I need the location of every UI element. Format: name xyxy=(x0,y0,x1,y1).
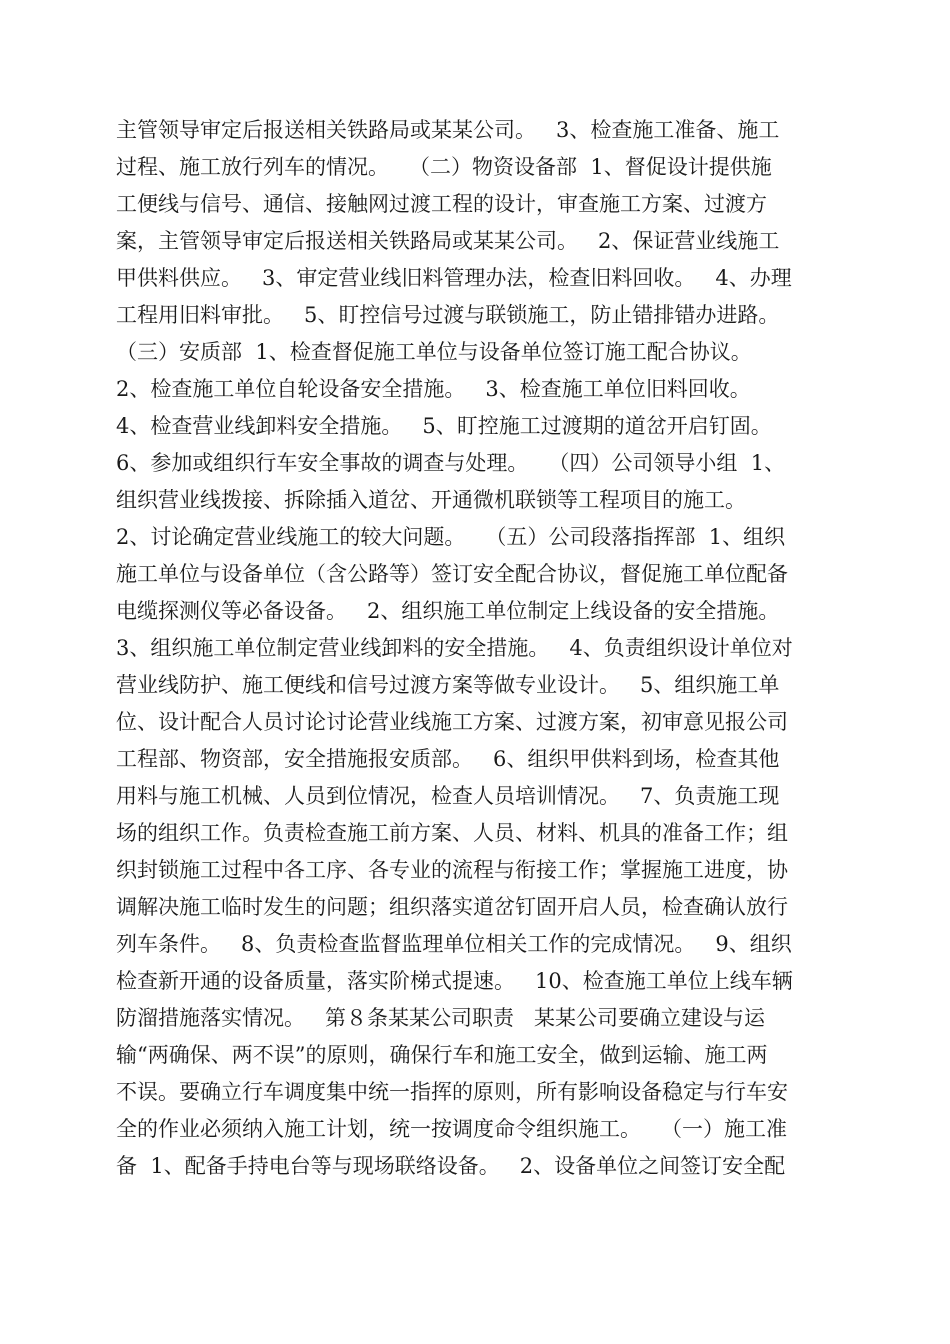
document-body xyxy=(116,112,856,1185)
text-line: 工程用旧料审批。 5、盯控信号过渡与联锁施工，防止错排错办进路。 xyxy=(116,303,780,327)
text-line: 织封锁施工过程中各工序、各专业的流程与衔接工作；掌握施工进度，协 xyxy=(116,858,788,882)
text-line: 不误。要确立行车调度集中统一指挥的原则，所有影响设备稳定与行车安 xyxy=(116,1080,788,1104)
text-line: 工便线与信号、通信、接触网过渡工程的设计，审查施工方案、过渡方 xyxy=(116,192,767,216)
text-line: 全的作业必须纳入施工计划，统一按调度命令组织施工。 （一）施工准 xyxy=(116,1117,788,1141)
text-line: 施工单位与设备单位（含公路等）签订安全配合协议，督促施工单位配备 xyxy=(116,562,788,586)
text-line: 4、检查营业线卸料安全措施。 5、盯控施工过渡期的道岔开启钉固。 xyxy=(116,414,772,438)
text-line: 检查新开通的设备质量，落实阶梯式提速。 10、检查施工单位上线车辆 xyxy=(116,969,793,993)
text-line: 列车条件。 8、负责检查监督监理单位相关工作的完成情况。 9、组织 xyxy=(116,932,792,956)
text-line: 过程、施工放行列车的情况。 （二）物资设备部 1、督促设计提供施 xyxy=(116,155,772,179)
text-line: 用料与施工机械、人员到位情况，检查人员培训情况。 7、负责施工现 xyxy=(116,784,780,808)
text-line: 电缆探测仪等必备设备。 2、组织施工单位制定上线设备的安全措施。 xyxy=(116,599,780,623)
text-line: 营业线防护、施工便线和信号过渡方案等做专业设计。 5、组织施工单 xyxy=(116,673,780,697)
text-line: 备 1、配备手持电台等与现场联络设备。 2、设备单位之间签订安全配 xyxy=(116,1154,786,1178)
text-line: 输“两确保、两不误”的原则，确保行车和施工安全，做到运输、施工两 xyxy=(116,1043,768,1067)
text-line: 工程部、物资部，安全措施报安质部。 6、组织甲供料到场，检查其他 xyxy=(116,747,780,771)
text-line: 甲供料供应。 3、审定营业线旧料管理办法，检查旧料回收。 4、办理 xyxy=(116,266,792,290)
text-line: 2、讨论确定营业线施工的较大问题。 （五）公司段落指挥部 1、组织 xyxy=(116,525,786,549)
text-line: （三）安质部 1、检查督促施工单位与设备单位签订施工配合协议。 xyxy=(116,340,752,364)
text-line: 6、参加或组织行车安全事故的调查与处理。 （四）公司领导小组 1、 xyxy=(116,451,786,475)
text-line: 防溜措施落实情况。 第８条某某公司职责 某某公司要确立建设与运 xyxy=(116,1006,766,1030)
text-line: 场的组织工作。负责检查施工前方案、人员、材料、机具的准备工作；组 xyxy=(116,821,788,845)
text-line: 2、检查施工单位自轮设备安全措施。 3、检查施工单位旧料回收。 xyxy=(116,377,751,401)
text-line: 主管领导审定后报送相关铁路局或某某公司。 3、检查施工准备、施工 xyxy=(116,118,780,142)
text-line: 调解决施工临时发生的问题；组织落实道岔钉固开启人员，检查确认放行 xyxy=(116,895,788,919)
text-line: 案，主管领导审定后报送相关铁路局或某某公司。 2、保证营业线施工 xyxy=(116,229,780,253)
text-line: 组织营业线拨接、拆除插入道岔、开通微机联锁等工程项目的施工。 xyxy=(116,488,746,512)
text-line: 3、组织施工单位制定营业线卸料的安全措施。 4、负责组织设计单位对 xyxy=(116,636,793,660)
text-line: 位、设计配合人员讨论讨论营业线施工方案、过渡方案，初审意见报公司 xyxy=(116,710,788,734)
